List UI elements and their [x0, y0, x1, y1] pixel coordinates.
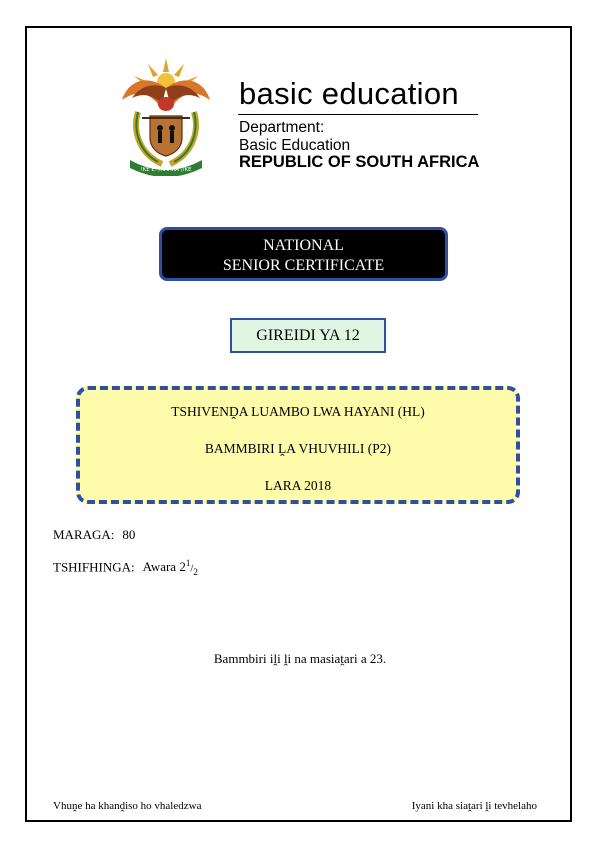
subject-language: TSHIVENḒA LUAMBO LWA HAYANI (HL) — [171, 404, 425, 419]
coat-of-arms-icon — [118, 56, 214, 176]
department-label: Department: — [239, 119, 325, 136]
marks-row — [53, 527, 135, 543]
certificate-line-1: NATIONAL — [263, 237, 344, 254]
time-value: Awara 2 — [142, 559, 186, 575]
grade-box: GIREIDI YA 12 — [230, 318, 386, 353]
subject-box — [76, 386, 520, 504]
department-name: Basic Education — [239, 136, 351, 154]
marks-label: MARAGA: — [53, 527, 115, 542]
subject-session: LARA 2018 — [264, 478, 332, 493]
country-name: REPUBLIC OF SOUTH AFRICA — [239, 153, 480, 171]
time-fraction-denominator: 2 — [193, 566, 198, 577]
footer-turn-page-note: Iyani kha siaṱari ḽi tevhelaho — [411, 800, 537, 812]
time-label: TSHIFHINGA: — [53, 559, 135, 575]
department-block — [239, 119, 479, 172]
time-row: TSHIFHINGA: Awara $2^1/_2$ — [53, 558, 198, 577]
time-fraction-numerator: 1 — [185, 558, 191, 568]
certificate-line-2: SENIOR CERTIFICATE — [222, 257, 385, 274]
brand-underline — [238, 114, 478, 115]
marks-value: 80 — [122, 527, 136, 542]
brand-title: basic education — [239, 76, 459, 111]
certificate-banner — [159, 227, 448, 281]
footer-copyright-note: Vhuṋe ha khanḓiso ho vhaledzwa — [53, 800, 202, 812]
pages-note: Bammbiri iḽi ḽi na masiaṱari a 23. — [213, 651, 387, 666]
logo-motto: !KE E: /XARRA //KE — [140, 167, 192, 173]
subject-paper: BAMMBIRI ḼA VHUVHILI (P2) — [204, 441, 392, 456]
